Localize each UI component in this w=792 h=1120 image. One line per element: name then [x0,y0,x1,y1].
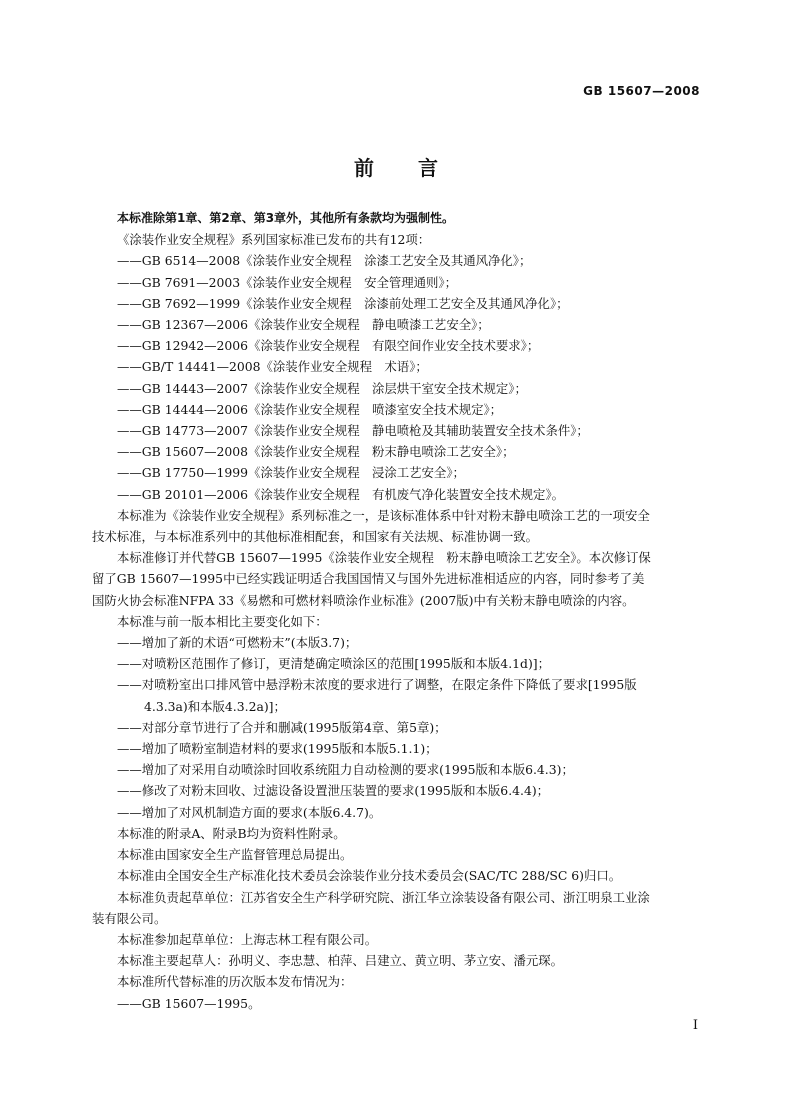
body-paragraph-continued: 装有限公司。 [92,910,167,926]
list-item: ——增加了新的术语“可燃粉末”(本版3.7)； [117,635,358,651]
list-item: ——GB 14444—2006《涂装作业安全规程 喷漆室安全技术规定》； [117,401,503,417]
page-number: I [692,1018,698,1033]
list-item: ——GB 20101—2006《涂装作业安全规程 有机废气净化装置安全技术规定》。 [117,486,565,502]
mandatory-clause-statement: 本标准除第1章、第2章、第3章外，其他所有条款均为强制性。 [117,211,455,225]
series-intro: 《涂装作业安全规程》系列国家标准已发布的共有12项： [117,232,431,248]
body-paragraph: 本标准与前一版本相比主要变化如下： [117,613,328,629]
list-item: ——GB/T 14441—2008《涂装作业安全规程 术语》； [117,359,428,375]
body-paragraph: 本标准负责起草单位：江苏省安全生产科学研究院、浙江华立涂装设备有限公司、浙江明泉工业涂 [117,889,650,905]
list-item: ——GB 15607—1995。 [117,995,261,1011]
body-paragraph: 本标准修订并代替GB 15607—1995《涂装作业安全规程 粉末静电喷涂工艺安全》。本次修订保 [117,550,651,566]
list-item-continued: 4.3.3a)和本版4.3.2a)]； [144,698,286,714]
body-paragraph: 本标准主要起草人：孙明义、李忠慧、柏萍、吕建立、黄立明、茅立安、潘元琛。 [117,953,564,969]
standard-code: GB 15607—2008 [583,84,700,98]
body-paragraph-continued: 技术标准，与本标准系列中的其他标准相配套，和国家有关法规、标准协调一致。 [92,529,539,545]
body-paragraph-continued: 留了GB 15607—1995中已经实践证明适合我国国情又与国外先进标准相适应的内容，同时参考了美 [92,571,645,587]
list-item: ——对喷粉室出口排风管中悬浮粉末浓度的要求进行了调整，在限定条件下降低了要求[1995版 [117,677,637,693]
list-item: ——GB 12367—2006《涂装作业安全规程 静电喷漆工艺安全》； [117,317,490,333]
list-item: ——增加了对风机制造方面的要求(本版6.4.7)。 [117,804,382,820]
document-body [92,208,710,1014]
list-item: ——对喷粉区范围作了修订，更清楚确定喷涂区的范围[1995版和本版4.1d)]； [117,656,550,672]
list-item: ——GB 15607—2008《涂装作业安全规程 粉末静电喷涂工艺安全》； [117,444,515,460]
body-paragraph: 本标准所代替标准的历次版本发布情况为： [117,974,353,990]
list-item: ——对部分章节进行了合并和删减(1995版第4章、第5章)； [117,719,447,735]
list-item: ——GB 7692—1999《涂装作业安全规程 涂漆前处理工艺安全及其通风净化》； [117,295,569,311]
list-item: ——GB 17750—1999《涂装作业安全规程 浸涂工艺安全》； [117,465,465,481]
list-item: ——GB 7691—2003《涂装作业安全规程 安全管理通则》； [117,274,458,290]
body-paragraph: 本标准的附录A、附录B均为资料性附录。 [117,825,346,841]
body-paragraph: 本标准参加起草单位：上海志林工程有限公司。 [117,931,378,947]
list-item: ——GB 6514—2008《涂装作业安全规程 涂漆工艺安全及其通风净化》； [117,253,532,269]
body-paragraph-continued: 国防火协会标准NFPA 33《易燃和可燃材料喷涂作业标准》(2007版)中有关粉末静电喷涂的内容。 [92,592,635,608]
list-item: ——GB 12942—2006《涂装作业安全规程 有限空间作业安全技术要求》； [117,338,540,354]
list-item: ——增加了对采用自动喷涂时回收系统阻力自动检测的要求(1995版和本版6.4.3)； [117,762,574,778]
body-paragraph: 本标准由全国安全生产标准化技术委员会涂装作业分技术委员会(SAC/TC 288/SC 6)归口。 [117,868,622,884]
body-paragraph: 本标准由国家安全生产监督管理总局提出。 [117,847,353,863]
list-item: ——GB 14773—2007《涂装作业安全规程 静电喷枪及其辅助装置安全技术条件》； [117,423,589,439]
list-item: ——增加了喷粉室制造材料的要求(1995版和本版5.1.1)； [117,741,438,757]
body-paragraph: 本标准为《涂装作业安全规程》系列标准之一，是该标准体系中针对粉末静电喷涂工艺的一项安全 [117,507,650,523]
list-item: ——GB 14443—2007《涂装作业安全规程 涂层烘干室安全技术规定》； [117,380,527,396]
page-title: 前言 [354,156,482,180]
list-item: ——修改了对粉末回收、过滤设备设置泄压装置的要求(1995版和本版6.4.4)； [117,783,550,799]
